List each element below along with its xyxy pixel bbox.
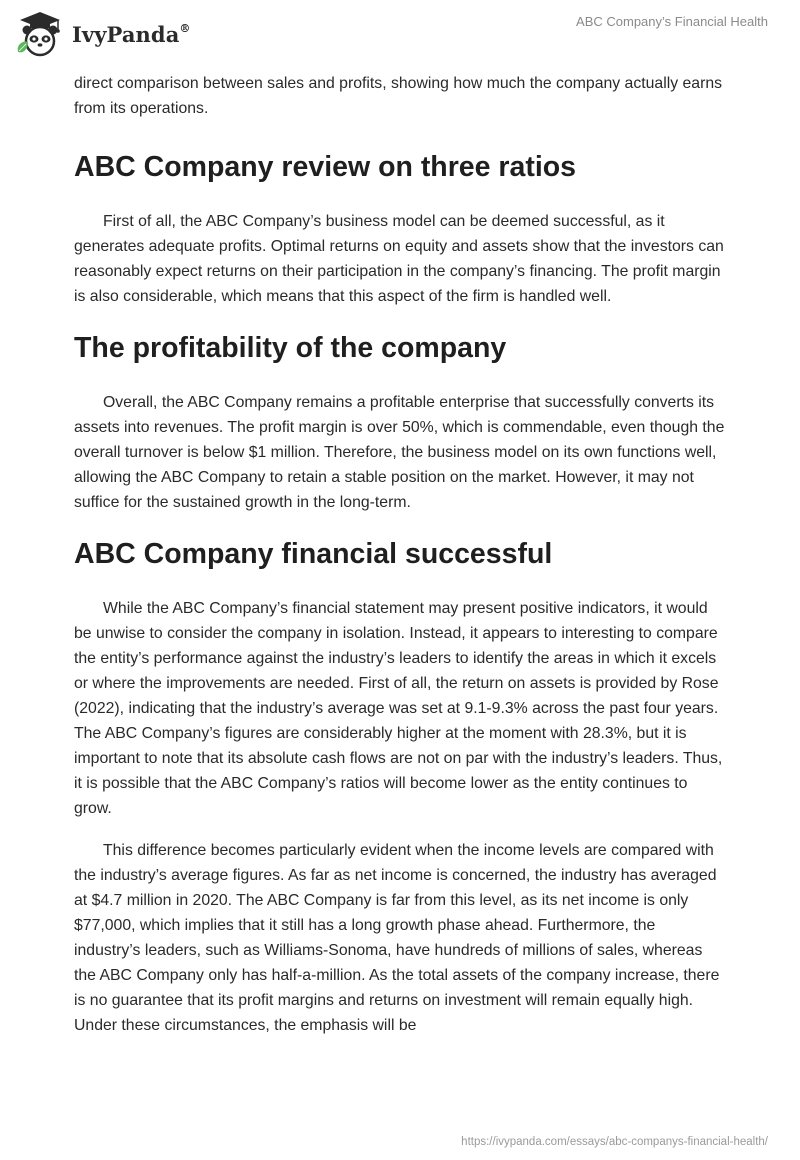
section-heading-profitability: The profitability of the company — [74, 332, 507, 364]
section-heading-ratios: ABC Company review on three ratios — [74, 151, 577, 183]
panda-graduate-icon — [14, 8, 66, 60]
ivypanda-logo[interactable] — [14, 8, 191, 60]
page-header — [0, 0, 800, 70]
paragraph-financial-success-2: This difference becomes particularly evident when the income levels are compared with the industry’s average figures. As far as net income is concerned, the industry has averaged at $4.7 million in 2020. The ABC Company is far from this level, as its net income is only $77,000, which implies that it still has a long growth phase ahead. Furthermore, the industry’s leaders, such as Williams-Sonoma, have hundreds of millions of sales, whereas the ABC Company only has half-a-million. As the total assets of the company increase, there is no guarantee that its profit margins and returns on investment will remain equally high. Under these circumstances, the emphasis will be — [74, 842, 720, 1034]
article-body — [74, 70, 726, 1038]
paragraph-profitability: Overall, the ABC Company remains a profitable enterprise that successfully converts its assets into revenues. The profit margin is over 50%, which is commendable, even though the overall turnover is below $1 million. Therefore, the business model on its own functions well, allowing the ABC Company to retain a stable position on the market. However, it may not suffice for the sustained growth in the long-term. — [74, 394, 725, 511]
paragraph-ratios: First of all, the ABC Company’s business model can be deemed successful, as it generates adequate profits. Optimal returns on equity and assets show that the investors can reasonably expect returns on their participation in the company’s financing. The profit margin is also considerable, which means that this aspect of the firm is handled well. — [74, 213, 724, 305]
intro-continuation-paragraph: direct comparison between sales and profits, showing how much the company actually earns from its operations. — [74, 75, 723, 117]
source-url[interactable]: https://ivypanda.com/essays/abc-companys-financial-health/ — [461, 1136, 768, 1148]
paragraph-financial-success-1: While the ABC Company’s financial statement may present positive indicators, it would be unwise to consider the company in isolation. Instead, it appears to interesting to compare the entity’s performance against the industry’s leaders to identify the areas in which it excels or where the improvements are needed. First of all, the return on assets is provided by Rose (2022), indicating that the industry’s average was set at 9.1-9.3% across the past four years. The ABC Company’s figures are considerably higher at the moment with 28.3%, but it is important to note that its absolute cash flows are not on par with the industry’s leaders. Thus, it is possible that the ABC Company’s ratios will become lower as the entity continues to grow. — [74, 600, 723, 817]
brand-name: IvyPanda® — [72, 21, 191, 47]
section-heading-financial-success: ABC Company financial successful — [74, 538, 553, 570]
document-title: ABC Company’s Financial Health — [576, 14, 768, 29]
registered-mark: ® — [179, 21, 191, 35]
